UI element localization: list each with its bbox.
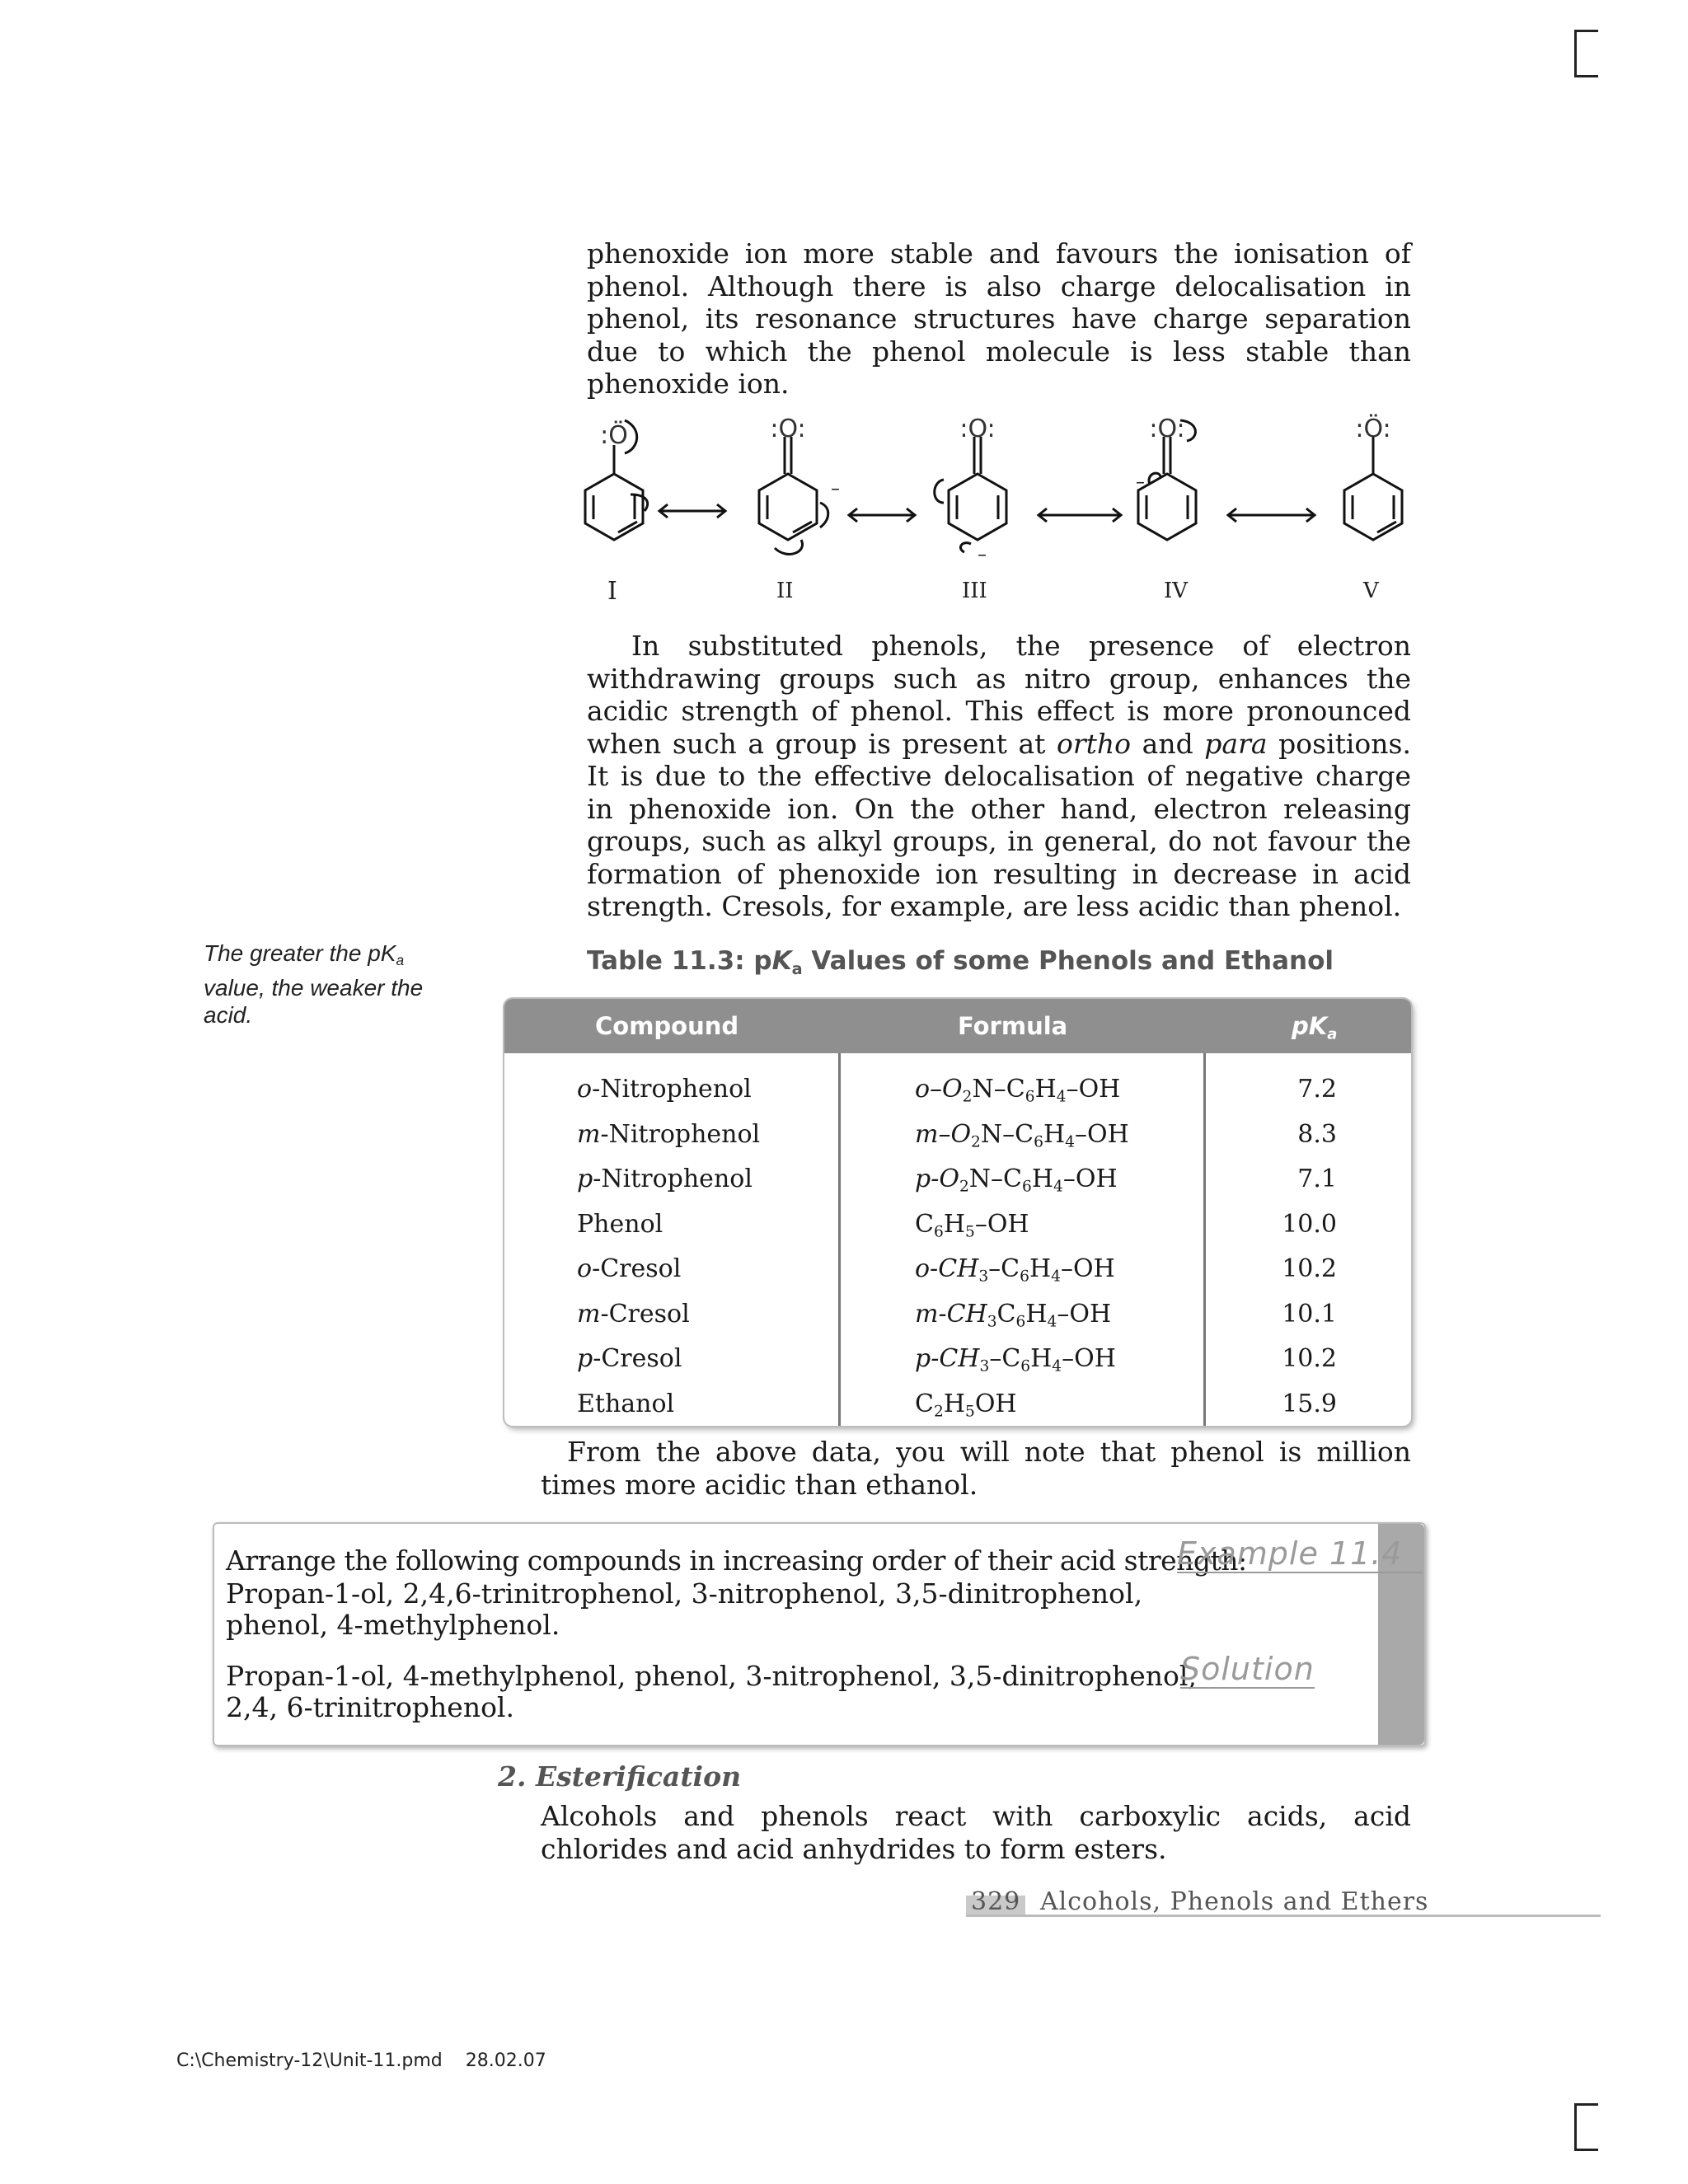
solution-line2: 2,4, 6-trinitrophenol. (226, 1691, 514, 1723)
label-V: V (1363, 579, 1379, 603)
header-pka: $pK_a$ (1292, 1012, 1338, 1043)
table-row (504, 1158, 1411, 1202)
example-question-line3: phenol, 4-methylphenol. (226, 1609, 560, 1641)
label-I: I (607, 577, 617, 606)
compound-cell: p-Nitrophenol (577, 1165, 753, 1193)
svg-text:–: – (978, 545, 987, 565)
pka-cell: 15.9 (1282, 1389, 1337, 1418)
pka-cell: 10.2 (1282, 1344, 1337, 1373)
table-row (504, 1113, 1411, 1158)
crop-mark-top (1574, 30, 1598, 77)
svg-text::O:: :O: (1149, 415, 1185, 443)
formula-cell: $p-CH_3-C_6H_4-OH$ (915, 1344, 1116, 1376)
intro-paragraph: phenoxide ion more stable and favours the ionisation of phenol. Although there is also charge delocalisation in phenol, its resonance structures have charge separation due to which the phenol molecule is less stable than phenoxide ion. (587, 237, 1411, 400)
svg-text::Ö: :Ö (600, 421, 628, 450)
structure-III (935, 437, 1006, 552)
resonance-structures-diagram (569, 387, 1426, 610)
pka-cell: 8.3 (1297, 1119, 1337, 1149)
after-table-text: From the above data, you will note that phenol is million times more acidic than ethanol. (541, 1436, 1411, 1501)
formula-cell: $C_6H_5-OH$ (915, 1209, 1029, 1241)
pka-cell: 10.2 (1282, 1254, 1337, 1283)
table-row (504, 1068, 1411, 1113)
svg-text::O:: :O: (770, 415, 806, 443)
example-box (213, 1522, 1426, 1746)
svg-text::Ö:: :Ö: (1355, 415, 1391, 443)
compound-cell: Phenol (577, 1209, 663, 1239)
svg-text::O:: :O: (959, 415, 996, 443)
svg-text:–: – (831, 479, 840, 499)
formula-cell: $p-O_2N-C_6H_4-OH$ (915, 1165, 1118, 1196)
formula-cell: $m-O_2N-C_6H_4-OH$ (915, 1119, 1129, 1151)
pka-cell: 10.1 (1282, 1299, 1337, 1329)
label-IV: IV (1164, 579, 1189, 603)
section-text: Alcohols and phenols react with carboxylic acids, acid chlorides and acid anhydrides to form esters. (541, 1800, 1411, 1865)
structure-II (759, 437, 828, 554)
example-question-line2: Propan-1-ol, 2,4,6-trinitrophenol, 3-nitrophenol, 3,5-dinitrophenol, (226, 1577, 1143, 1610)
label-III: III (962, 579, 987, 603)
pka-cell: 7.1 (1297, 1165, 1337, 1193)
pka-cell: 10.0 (1282, 1209, 1337, 1239)
solution-label: Solution (1180, 1651, 1315, 1687)
compound-cell: m-Nitrophenol (577, 1119, 761, 1149)
compound-cell: m-Cresol (577, 1299, 690, 1329)
compound-cell: Ethanol (577, 1389, 675, 1418)
formula-cell: $o-CH_3-C_6H_4-OH$ (915, 1254, 1115, 1286)
table-row (504, 1293, 1411, 1338)
table-header (504, 999, 1411, 1053)
formula-cell: $o-O_2N-C_6H_4-OH$ (915, 1075, 1121, 1106)
label-II: II (776, 579, 794, 603)
example-question-line1: Arrange the following compounds in increasing order of their acid strength: (226, 1544, 1247, 1577)
page-number: 329 (971, 1887, 1021, 1916)
table-caption: Table 11.3: $pK_a$ Values of some Phenols and Ethanol (587, 946, 1334, 978)
table-row (504, 1203, 1411, 1248)
structure-V (1344, 437, 1402, 540)
crop-mark-bottom (1574, 2103, 1598, 2151)
compound-cell: o-Cresol (577, 1254, 682, 1283)
header-formula: Formula (958, 1012, 1068, 1040)
example-label: Example 11.4 (1177, 1535, 1423, 1573)
file-path: C:\Chemistry-12\Unit-11.pmd 28.02.07 (176, 2050, 546, 2071)
compound-cell: p-Cresol (577, 1344, 682, 1373)
svg-text:–: – (1136, 472, 1145, 493)
pka-table (504, 999, 1411, 1426)
formula-cell: $C_2H_5OH$ (915, 1389, 1017, 1421)
pka-cell: 7.2 (1297, 1075, 1337, 1104)
solution-line1: Propan-1-ol, 4-methylphenol, phenol, 3-nitrophenol, 3,5-dinitrophenol, (226, 1660, 1197, 1692)
substituted-phenols-paragraph: In substituted phenols, the presence of electron withdrawing groups such as nitro group, enhances the acidic strength of phenol. This effect is more pronounced when such a group is present at ortho and para positions. It is due to the effective delocalisation of negative charge in phenoxide ion. On the other hand, electron releasing groups, such as alkyl groups, in general, do not favour the formation of phenoxide ion resulting in decrease in acid strength. Cresols, for example, are less acidic than phenol. (587, 630, 1411, 922)
compound-cell: o-Nitrophenol (577, 1075, 752, 1104)
table-row (504, 1383, 1411, 1427)
table-row (504, 1338, 1411, 1382)
table-row (504, 1248, 1411, 1292)
formula-cell: $m-CH_3C_6H_4-OH$ (915, 1299, 1112, 1331)
chapter-title: Alcohols, Phenols and Ethers (1040, 1887, 1429, 1916)
margin-note: The greater the $pK_a$ value, the weaker the acid. (204, 940, 424, 1029)
header-compound: Compound (595, 1012, 739, 1040)
section-heading: 2. Esterification (498, 1760, 742, 1793)
